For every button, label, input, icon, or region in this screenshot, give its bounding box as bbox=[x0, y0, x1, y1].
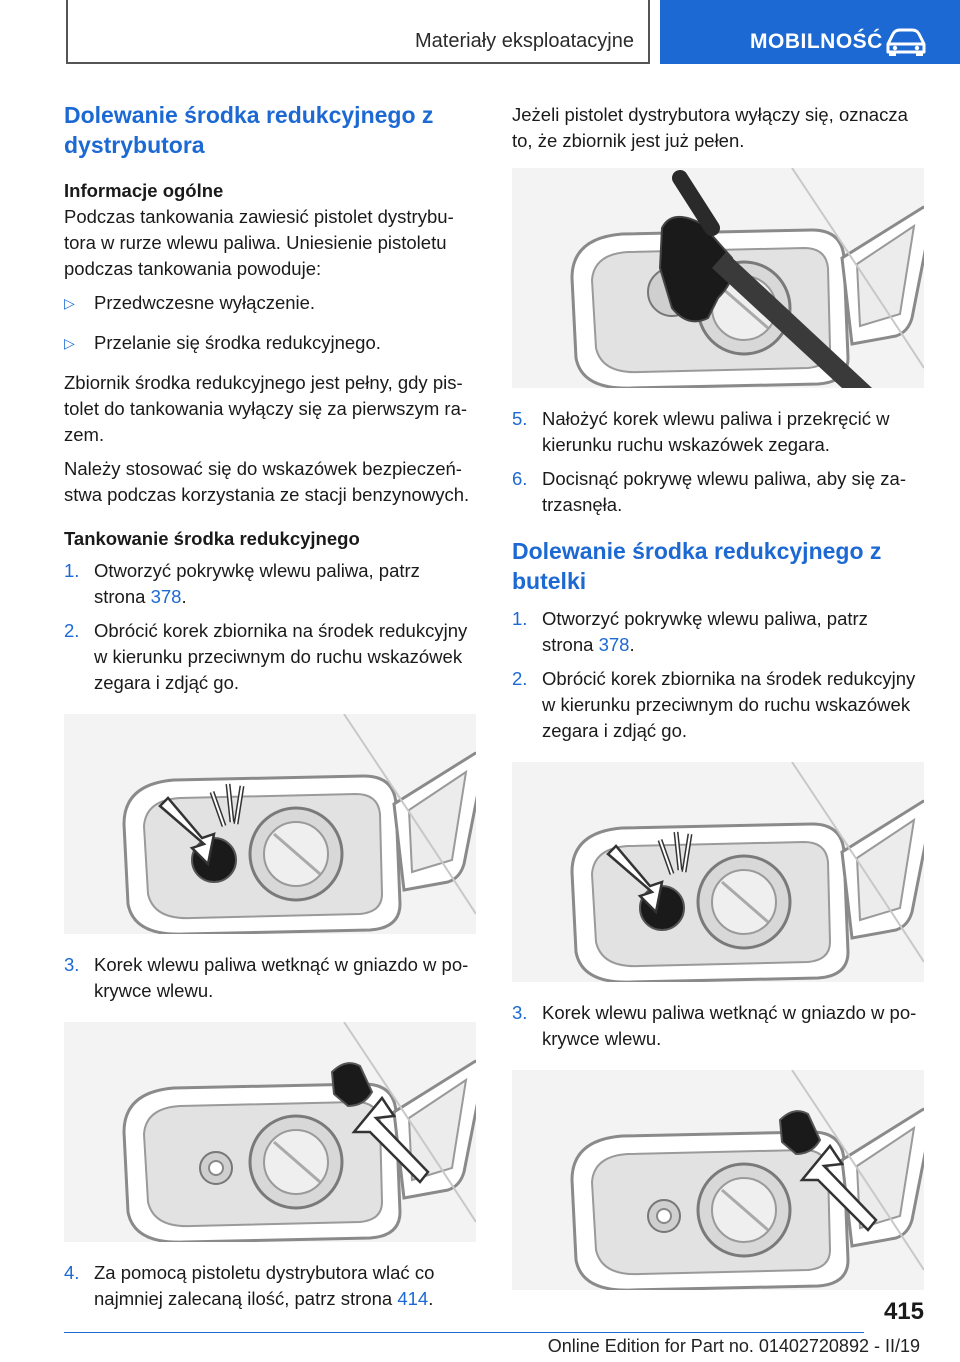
illustration-cap-removal bbox=[512, 762, 924, 982]
bullet-text: Przedwczesne wyłączenie. bbox=[94, 292, 316, 313]
step-list bbox=[512, 406, 924, 518]
subheading-refuel: Tankowanie środka redukcyjnego bbox=[64, 528, 360, 549]
section-heading-dispenser: Dolewanie środka redukcyjnego z dystrybutora bbox=[64, 102, 434, 158]
step-list bbox=[64, 952, 476, 1004]
step-item bbox=[512, 606, 924, 658]
step-list bbox=[64, 558, 476, 696]
step-number: 3. bbox=[512, 1002, 528, 1023]
step-item bbox=[64, 1260, 476, 1312]
step-number: 5. bbox=[512, 408, 528, 429]
car-icon bbox=[884, 26, 928, 56]
step-text: Otworzyć pokrywkę wlewu paliwa, patrz strona bbox=[542, 608, 868, 655]
step-number: 1. bbox=[512, 608, 528, 629]
fuel-filler-drawing bbox=[512, 1070, 924, 1290]
illustration-cap-removal bbox=[64, 714, 476, 934]
fuel-filler-drawing bbox=[512, 168, 924, 388]
paragraph: Zbiornik środka redukcyjnego jest pełny, gdy pistolet do tankowania wyłączy się za pierwszym razem. bbox=[64, 372, 468, 445]
step-list bbox=[64, 1260, 476, 1312]
illustration-nozzle bbox=[512, 168, 924, 388]
page-number: 415 bbox=[883, 1298, 924, 1325]
right-column bbox=[512, 100, 924, 1308]
step-number: 2. bbox=[512, 668, 528, 689]
footer-edition: Online Edition for Part no. 01402720892 - II/19 bbox=[547, 1336, 920, 1356]
illustration-cap-stowed bbox=[512, 1070, 924, 1290]
step-text-tail: . bbox=[629, 634, 635, 655]
step-text: Za pomocą pistoletu dystrybutora wlać co najmniej zalecaną ilość, patrz strona bbox=[94, 1262, 435, 1309]
left-column bbox=[64, 100, 476, 1320]
bullet-triangle-icon: ▷ bbox=[64, 295, 75, 311]
footer-divider bbox=[64, 1332, 864, 1333]
paragraph: Podczas tankowania zawiesić pistolet dystrybutora w rurze wlewu paliwa. Uniesienie pistoletu podczas tankowania powoduje: bbox=[64, 206, 454, 279]
step-text: Obrócić korek zbiornika na środek redukcyjny w kierunku przeciwnym do ruchu wskazówek zegara i zdjąć go. bbox=[542, 668, 916, 741]
step-item bbox=[64, 952, 476, 1004]
fuel-filler-drawing bbox=[64, 714, 476, 934]
page-link[interactable]: 378 bbox=[150, 586, 182, 607]
bullet-item bbox=[64, 290, 476, 316]
step-text-tail: . bbox=[428, 1288, 434, 1309]
bullet-list bbox=[64, 290, 476, 356]
step-text-tail: . bbox=[181, 586, 187, 607]
step-text: Nałożyć korek wlewu paliwa i przekręcić w kierunku ruchu wskazówek zegara. bbox=[542, 408, 890, 455]
step-item bbox=[64, 558, 476, 610]
bullet-text: Przelanie się środka redukcyjnego. bbox=[94, 332, 381, 353]
step-text: Korek wlewu paliwa wetknąć w gniazdo w pokrywce wlewu. bbox=[94, 954, 469, 1001]
step-item bbox=[64, 618, 476, 696]
step-list bbox=[512, 606, 924, 744]
step-item bbox=[512, 466, 924, 518]
page-link[interactable]: 378 bbox=[598, 634, 630, 655]
illustration-cap-stowed bbox=[64, 1022, 476, 1242]
step-item bbox=[512, 1000, 924, 1052]
paragraph: Należy stosować się do wskazówek bezpieczeństwa podczas korzystania ze stacji benzynowych. bbox=[64, 458, 470, 505]
bullet-triangle-icon: ▷ bbox=[64, 335, 75, 351]
subheading-general: Informacje ogólne bbox=[64, 180, 224, 201]
step-number: 6. bbox=[512, 468, 528, 489]
step-text: Korek wlewu paliwa wetknąć w gniazdo w pokrywce wlewu. bbox=[542, 1002, 917, 1049]
bullet-item bbox=[64, 330, 476, 356]
header-title-box bbox=[66, 0, 650, 64]
step-number: 1. bbox=[64, 560, 80, 581]
step-text: Obrócić korek zbiornika na środek redukcyjny w kierunku przeciwnym do ruchu wskazówek zegara i zdjąć go. bbox=[94, 620, 468, 693]
section-tab[interactable] bbox=[660, 0, 960, 64]
paragraph: Jeżeli pistolet dystrybutora wyłączy się, oznacza to, że zbiornik jest już pełen. bbox=[512, 104, 908, 151]
step-list bbox=[512, 1000, 924, 1052]
step-item bbox=[512, 666, 924, 744]
step-number: 4. bbox=[64, 1262, 80, 1283]
step-item bbox=[512, 406, 924, 458]
section-heading-bottle: Dolewanie środka redukcyjnego z butelki bbox=[512, 538, 882, 594]
step-number: 2. bbox=[64, 620, 80, 641]
step-number: 3. bbox=[64, 954, 80, 975]
step-text: Docisnąć pokrywę wlewu paliwa, aby się zatrzasnęła. bbox=[542, 468, 906, 515]
chapter-title: Materiały eksploatacyjne bbox=[415, 30, 634, 52]
page-link[interactable]: 414 bbox=[397, 1288, 429, 1309]
fuel-filler-drawing bbox=[64, 1022, 476, 1242]
step-text: Otworzyć pokrywkę wlewu paliwa, patrz strona bbox=[94, 560, 420, 607]
section-label: MOBILNOŚĆ bbox=[750, 30, 883, 53]
fuel-filler-drawing bbox=[512, 762, 924, 982]
